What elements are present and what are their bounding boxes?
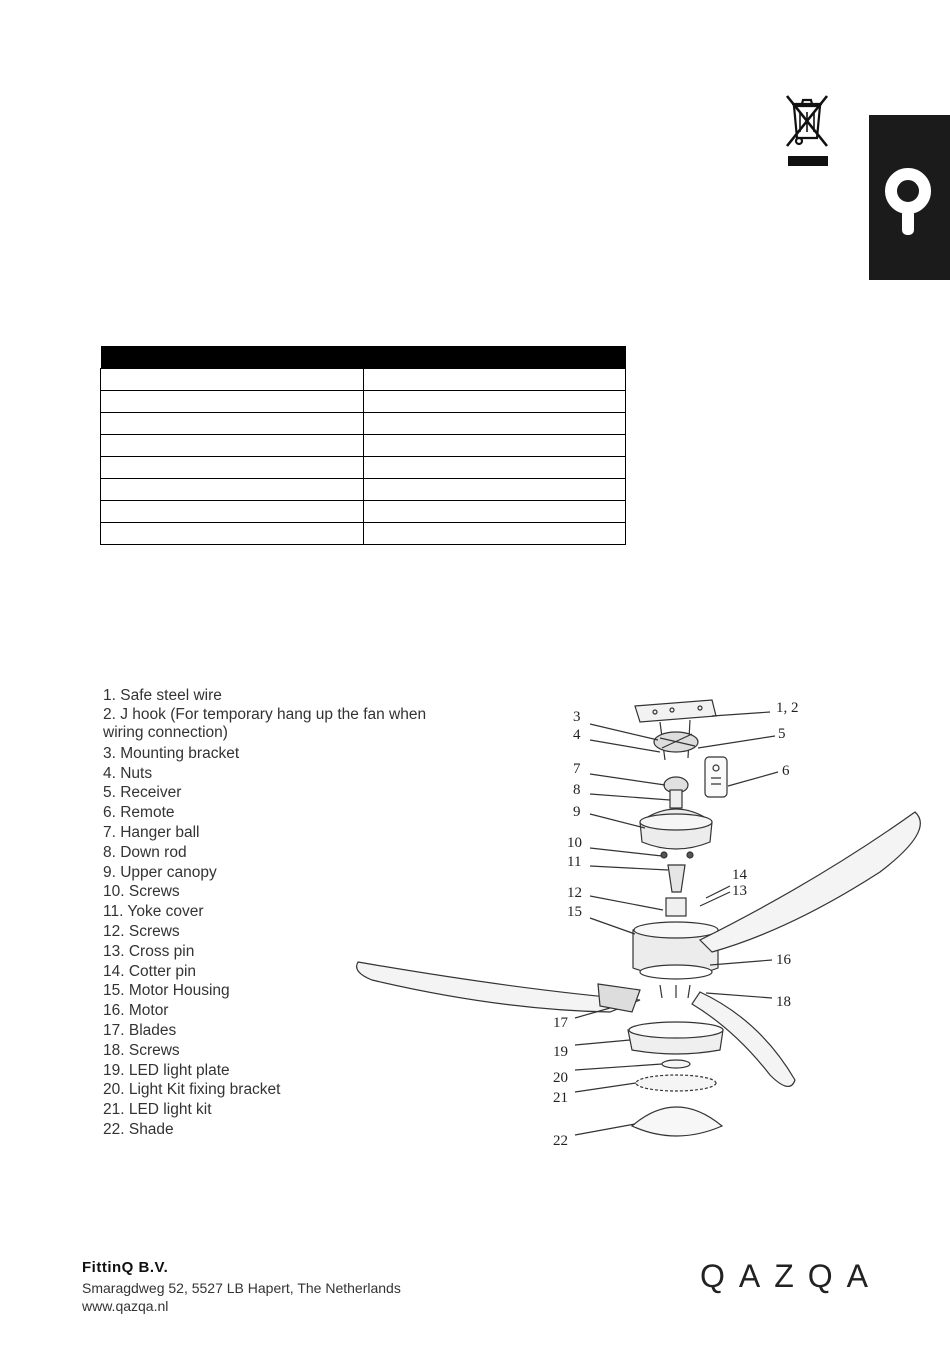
callout-4: 4 [573,727,581,743]
callout-12: 12 [567,885,582,901]
table-cell [363,501,626,523]
table-cell [363,479,626,501]
list-item: 6. Remote [103,804,175,822]
callout-10: 10 [567,835,582,851]
table-cell [101,523,364,545]
table-cell [363,413,626,435]
callout-22: 22 [553,1133,568,1149]
table-cell [101,457,364,479]
list-item: 12. Screws [103,922,180,940]
shade-drawing [632,1107,722,1136]
list-item: 10. Screws [103,883,180,901]
table-row [101,523,626,545]
list-item: 22. Shade [103,1120,174,1138]
company-address: Smaragdweg 52, 5527 LB Hapert, The Netherlands [82,1280,401,1296]
mounting-bracket-drawing [635,700,716,722]
company-website: www.qazqa.nl [82,1298,169,1314]
table-cell [101,501,364,523]
list-item: 3. Mounting bracket [103,744,240,762]
table-row [101,479,626,501]
list-item: 15. Motor Housing [103,982,230,1000]
callout-18: 18 [776,994,791,1010]
list-item: 8. Down rod [103,843,187,861]
table-cell [363,457,626,479]
specification-table [100,346,626,545]
callout-19: 19 [553,1044,568,1060]
table-row [101,369,626,391]
table-row [101,413,626,435]
table-cell [101,413,364,435]
table-cell [363,391,626,413]
list-item: 16. Motor [103,1002,169,1020]
crossed-out-wheelie-bin-icon [782,90,832,170]
table-row [101,501,626,523]
table-header-row [101,346,626,369]
table-row [101,457,626,479]
callout-9: 9 [573,804,581,820]
list-item: 13. Cross pin [103,942,195,960]
qazqa-wordmark: QAZQA [700,1258,883,1294]
callout-3: 3 [573,709,581,725]
callout-16: 16 [776,952,791,968]
callout-14: 14 [732,867,747,883]
table-cell [101,391,364,413]
table-cell [363,435,626,457]
exploded-fan-diagram [350,680,930,1160]
table-cell [101,369,364,391]
callout-7: 7 [573,761,581,777]
table-row [101,435,626,457]
remote-drawing [705,757,727,797]
callout-17: 17 [553,1015,568,1031]
list-item: 9. Upper canopy [103,863,217,881]
list-item: 2. J hook (For temporary hang up the fan when wiring connection) [103,705,427,741]
list-item: 5. Receiver [103,784,182,802]
list-item: 1. Safe steel wire [103,687,222,704]
table-cell [101,435,364,457]
table-cell [363,369,626,391]
callout-20: 20 [553,1070,568,1086]
table-row [101,391,626,413]
table-cell [101,479,364,501]
list-item: 17. Blades [103,1021,177,1039]
callout-8: 8 [573,782,581,798]
table-cell [363,523,626,545]
table-header [101,346,626,369]
led-light-kit-drawing [636,1075,716,1091]
company-name: FittinQ B.V. [82,1259,169,1276]
callout-5: 5 [778,726,786,742]
brand-tab [869,115,950,280]
list-item: 11. Yoke cover [103,903,204,921]
blade-left-drawing [357,962,640,1012]
qazqa-q-logo-icon [877,167,939,247]
list-item: 14. Cotter pin [103,962,197,980]
callout-13: 13 [732,883,747,899]
callout-15: 15 [567,904,582,920]
list-item: 21. LED light kit [103,1101,212,1119]
callout-6: 6 [782,763,790,779]
list-item: 7. Hanger ball [103,823,200,841]
list-item: 20. Light Kit fixing bracket [103,1081,281,1099]
callout-1-2: 1, 2 [776,700,799,716]
callout-21: 21 [553,1090,568,1106]
callout-11: 11 [567,854,582,870]
list-item: 4. Nuts [103,764,153,782]
down-rod-drawing [670,790,682,808]
list-item: 19. LED light plate [103,1061,230,1079]
list-item: 18. Screws [103,1041,180,1059]
